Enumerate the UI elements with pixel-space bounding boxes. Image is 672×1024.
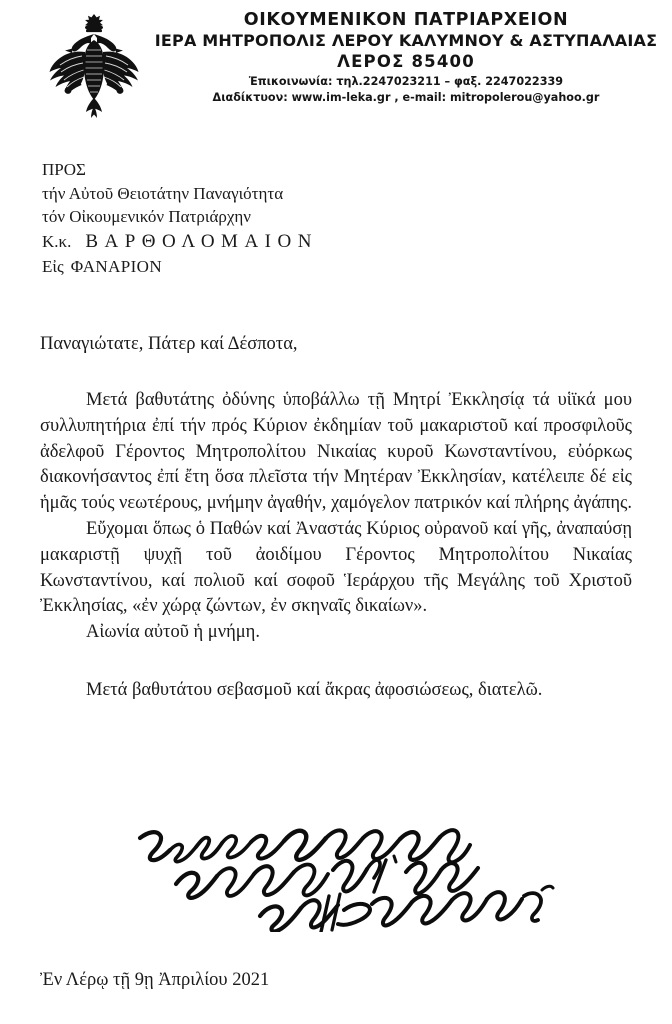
- letterhead: [0, 6, 672, 118]
- date-line: Ἐν Λέρῳ τῇ 9ῃ Ἀπριλίου 2021: [40, 970, 270, 990]
- addressee-name-line: [42, 229, 318, 255]
- addressee-location: ΦΑΝΑΡΙΟΝ: [70, 256, 163, 276]
- letterhead-line-location: ΛΕΡΟΣ 85400: [337, 52, 475, 71]
- letterhead-line-metropolis: ΙΕΡΑ ΜΗΤΡΟΠΟΛΙΣ ΛΕΡΟΥ ΚΑΛΥΜΝΟΥ & ΑΣΤΥΠΑΛΑΙΑΣ: [154, 31, 658, 50]
- letterhead-line-patriarchate: ΟΙΚΟΥΜΕΝΙΚΟΝ ΠΑΤΡΙΑΡΧΕΙΟΝ: [243, 10, 569, 30]
- letterhead-text: [150, 10, 662, 106]
- addressee-location-prefix: Εἰς: [42, 256, 64, 276]
- handwritten-signature: [128, 812, 558, 932]
- body-paragraph-1: Μετά βαθυτάτης ὀδύνης ὑποβάλλω τῇ Μητρί Ἐκκλησίᾳ τά υἱϊκά μου συλλυπητήρια ἐπί τήν πρός Κύριον ἐκδημίαν τοῦ μακαριστοῦ καί προσφιλοῦς ἀδελφοῦ Γέροντος Μητροπολίτου Νικαίας κυροῦ Κωνσταντίνου, εὐόρκως διακονήσαντος ἐπί ἔτη ὅσα πλεῖστα τήν Μητέραν Ἐκκλησίαν, κατέλειπε δέ εἰς ἡμᾶς τούς νεωτέρους, μνήμην ἀγαθήν, χαμόγελον πατρικόν καί πλήρης ἀγάπης.: [40, 390, 633, 514]
- addressee-block: [42, 158, 318, 278]
- addressee-name: ΒΑΡΘΟΛΟΜΑΙΟΝ: [85, 230, 318, 252]
- body-paragraph-3: Αἰωνία αὐτοῦ ἡ μνήμη.: [86, 622, 260, 643]
- closing-line: Μετά βαθυτάτου σεβασμοῦ καί ἄκρας ἀφοσιώσεως, διατελῶ.: [86, 680, 543, 700]
- addressee-title-line-2: τόν Οἰκουμενικόν Πατριάρχην: [42, 207, 251, 226]
- letterhead-contact-line: Ἐπικοινωνία: τηλ.2247023211 – φαξ. 2247022339: [248, 75, 564, 88]
- addressee-to-label: ΠΡΟΣ: [42, 160, 86, 179]
- addressee-location-line: [42, 255, 318, 278]
- addressee-title-line-1: τήν Αὐτοῦ Θειοτάτην Παναγιότητα: [42, 183, 284, 203]
- byzantine-double-headed-eagle-emblem: [38, 10, 150, 122]
- addressee-name-prefix: Κ.κ.: [42, 231, 72, 251]
- body-paragraph-2: Εὔχομαι ὅπως ὁ Παθών καί Ἀναστάς Κύριος οὐρανοῦ καί γῆς, ἀναπαύσῃ μακαριστῇ ψυχῇ τοῦ ἀοιδίμου Γέροντος Μητροπολίτου Νικαίας Κωνσταντίνου, καί πολιοῦ καί σοφοῦ Ἱεράρχου τῆς Μεγάλης τοῦ Χριστοῦ Ἐκκλησίας, «ἐν χώρᾳ ζώντων, ἐν σκηναῖς δικαίων».: [40, 518, 632, 617]
- letter-body: [40, 388, 632, 646]
- letterhead-web-line: Διαδίκτυον: www.im-leka.gr , e-mail: mitropolerou@yahoo.gr: [212, 91, 600, 104]
- salutation: Παναγιώτατε, Πάτερ καί Δέσποτα,: [40, 334, 298, 354]
